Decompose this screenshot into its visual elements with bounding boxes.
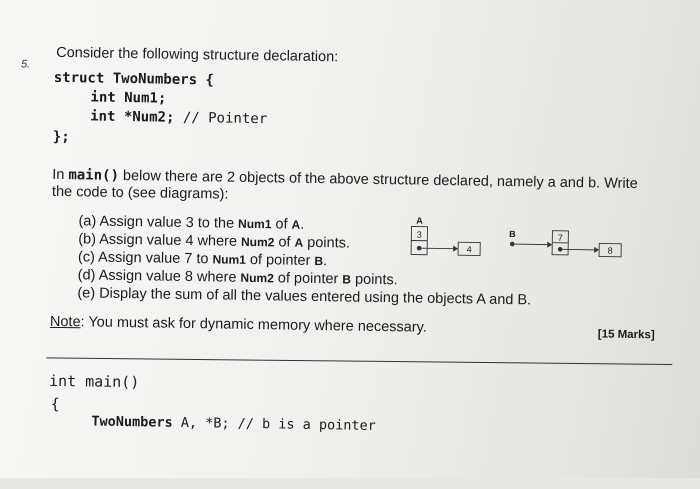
- object-b-pointee-value: 8: [608, 246, 613, 256]
- item-b-code: Num2: [241, 235, 275, 250]
- paragraph-main-code: main(): [68, 167, 119, 184]
- item-a-mid: of: [271, 216, 291, 232]
- memory-diagram: [401, 211, 647, 275]
- item-b-post: points.: [303, 235, 350, 252]
- task-item-a: [78, 213, 304, 233]
- main-code-rest: A, *B; // b is a pointer: [173, 415, 376, 434]
- main-code-line-2: {: [51, 395, 60, 413]
- struct-line-3: [90, 108, 267, 127]
- paragraph-prefix: In: [52, 167, 68, 183]
- item-b-mid: of: [274, 234, 294, 250]
- main-code-line-1: int main(): [49, 372, 140, 391]
- struct-line-1: struct TwoNumbers {: [54, 70, 214, 89]
- answer-divider-line: [46, 357, 672, 365]
- struct-line-3-code: int *Num2;: [90, 108, 175, 125]
- struct-line-3-comment: // Pointer: [183, 110, 268, 127]
- item-b-obj: A: [294, 236, 303, 250]
- object-a-pointer-line: [421, 248, 453, 249]
- task-item-c: [78, 249, 327, 269]
- item-c-code: Num1: [212, 252, 246, 267]
- pointer-b-arrowhead: [547, 242, 552, 248]
- diagram-label-a: A: [416, 216, 423, 226]
- item-a-post: .: [300, 217, 304, 233]
- object-b-arrowhead: [594, 247, 599, 253]
- pointer-b-dot: [510, 242, 515, 247]
- note-label: Note: [50, 314, 81, 330]
- object-a-pointee-value: 4: [467, 244, 472, 254]
- question-number: 5.: [21, 58, 30, 70]
- paragraph-text-1: below there are 2 objects of the above structure declared, namely a and b. Write: [119, 168, 638, 192]
- task-item-e: (e) Display the sum of all the values entered using the objects A and B.: [77, 285, 531, 308]
- pointer-b-line: [514, 244, 547, 245]
- item-a-obj: A: [291, 218, 300, 232]
- item-b-pre: (b) Assign value 4 where: [78, 231, 241, 250]
- note-text: [50, 314, 427, 336]
- item-c-pre: (c) Assign value 7 to: [78, 249, 213, 267]
- marks-label: [15 Marks]: [598, 328, 655, 341]
- diagram-label-b: B: [509, 229, 516, 239]
- item-d-post: points.: [351, 272, 398, 289]
- main-code-line-3: [91, 413, 376, 433]
- item-d-pre: (d) Assign value 8 where: [78, 267, 241, 286]
- item-d-obj: B: [342, 272, 351, 286]
- item-c-mid: of pointer: [246, 252, 315, 269]
- object-a-pointer-dot: [417, 246, 422, 251]
- item-c-obj: B: [314, 254, 323, 268]
- item-a-pre: (a) Assign value 3 to the: [78, 213, 238, 232]
- struct-line-2: int Num1;: [90, 89, 166, 106]
- item-a-code: Num1: [238, 217, 272, 232]
- task-item-b: [78, 231, 350, 251]
- instruction-paragraph-line-2: the code to (see diagrams):: [52, 184, 229, 203]
- struct-line-4: };: [53, 129, 70, 145]
- object-b-pointer-line: [562, 249, 594, 250]
- object-b-pointer-dot: [558, 247, 563, 252]
- item-d-mid: of pointer: [274, 270, 343, 287]
- main-code-type: TwoNumbers: [91, 413, 173, 430]
- object-a-num1-value: 3: [417, 230, 422, 240]
- object-a-arrowhead: [453, 246, 458, 252]
- question-intro: Consider the following structure declaration:: [56, 45, 338, 65]
- item-d-code: Num2: [240, 271, 274, 286]
- item-c-post: .: [323, 253, 327, 269]
- object-b-num1-value: 7: [558, 233, 563, 243]
- note-body: : You must ask for dynamic memory where necessary.: [80, 314, 426, 335]
